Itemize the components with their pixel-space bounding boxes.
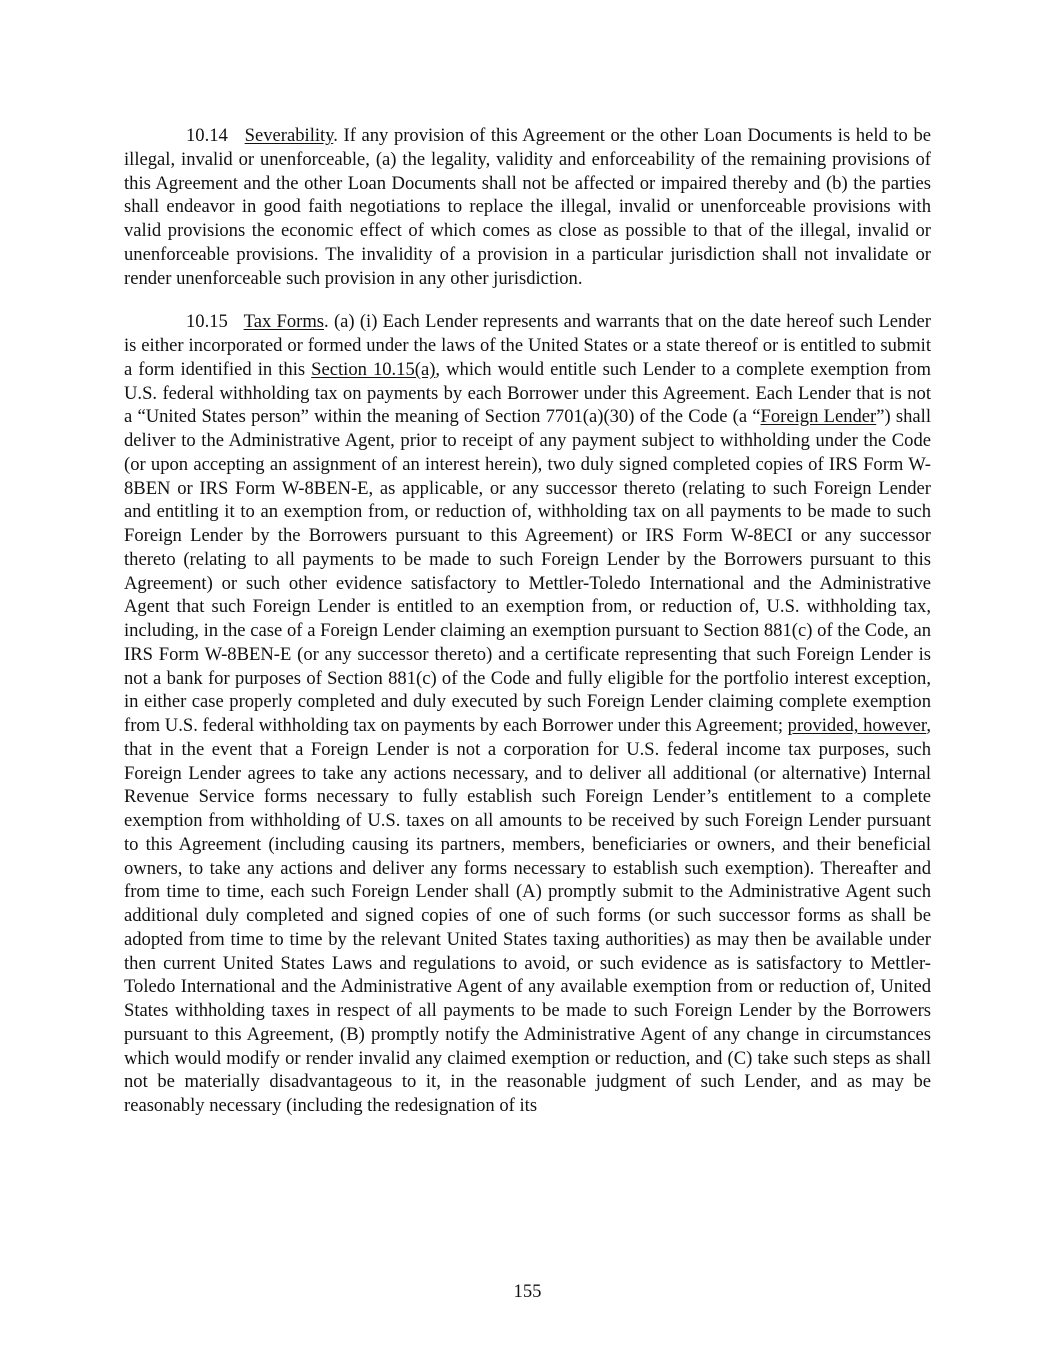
section-text: , which would entitle such Lender to a complete exemption from U.S. federal withholding tax on payments by each Borrower under this Agreement. Each Lender that is not a “United States person” within the meaning of Section 7701(a)(30) of the Code (a “ xyxy=(124,358,931,428)
page-number: 155 xyxy=(513,1281,542,1302)
section-text: . (a) (i) Each Lender represents and warrants that on the date hereof such Lender is either incorporated or formed under the laws of the United States or a state thereof or is entitled to submit a form identified in this xyxy=(124,311,931,380)
section-severability xyxy=(124,124,931,290)
section-number: 10.15 xyxy=(186,311,228,333)
document-body xyxy=(124,124,931,1138)
section-heading: Severability xyxy=(244,125,334,146)
section-number: 10.14 xyxy=(186,125,228,146)
proviso: provided, however xyxy=(787,715,927,736)
section-heading: Tax Forms xyxy=(243,311,325,333)
section-text: ”) shall deliver to the Administrative Agent, prior to receipt of any payment subject to withholding under the Code (or upon accepting an assignment of an interest herein), two duly signed completed copies of IRS Form W-8BEN or IRS Form W-8BEN-E, as applicable, or any successor thereto (relating to such Foreign Lender and entitling it to an exemption from, or reduction of, withholding tax on all payments to be made to such Foreign Lender by the Borrowers pursuant to this Agreement) or IRS Form W-8ECI or any successor thereto (relating to all payments to be made to such Foreign Lender by the Borrowers pursuant to this Agreement) or such other evidence satisfactory to Mettler-Toledo International and the Administrative Agent that such Foreign Lender is entitled to an exemption from, or reduction of, U.S. withholding tax, including, in the case of a Foreign Lender claiming an exemption pursuant to Section 881(c) of the Code, an IRS Form W-8BEN-E (or any successor thereto) and a certificate representing that such Foreign Lender is not a bank for purposes of Section 881(c) of the Code and fully eligible for the portfolio interest exception, in either case properly completed and duly executed by such Foreign Lender claiming complete exemption from U.S. federal withholding tax on payments by each Borrower under this Agreement; xyxy=(124,406,931,736)
cross-reference: Section 10.15(a) xyxy=(311,358,436,380)
section-tax-forms xyxy=(124,310,931,1118)
section-text: , that in the event that a Foreign Lender is not a corporation for U.S. federal income tax purposes, such Foreign Lender agrees to take any actions necessary, and to deliver all additional (or alternative) Internal Revenue Service forms necessary to fully establish such Foreign Lender’s entitlement to a complete exemption from withholding of U.S. taxes on all amounts to be received by such Foreign Lender pursuant to this Agreement (including causing its partners, members, beneficiaries or owners, and their beneficial owners, to take any actions and deliver any forms necessary to establish such exemption). Thereafter and from time to time, each such Foreign Lender shall (A) promptly submit to the Administrative Agent such additional duly completed and signed copies of one of such forms (or such successor forms as shall be adopted from time to time by the relevant United States taxing authorities) as may then be available under then current United States Laws and regulations to avoid, or such evidence as is satisfactory to Mettler-Toledo International and the Administrative Agent of any available exemption from or reduction of, United States withholding taxes in respect of all payments to be made to such Foreign Lender by the Borrowers pursuant to this Agreement, (B) promptly notify the Administrative Agent of any change in circumstances which would modify or render invalid any claimed exemption or reduction, and (C) take such steps as shall not be materially disadvantageous to it, in the reasonable judgment of such Lender, and as may be reasonably necessary (including the redesignation of its xyxy=(124,715,932,1116)
section-text: . If any provision of this Agreement or the other Loan Documents is held to be illegal, invalid or unenforceable, (a) the legality, validity and enforceability of the remaining provisions of this Agreement and the other Loan Documents shall not be affected or impaired thereby and (b) the parties shall endeavor in good faith negotiations to replace the illegal, invalid or unenforceable provisions with valid provisions the economic effect of which comes as close as possible to that of the illegal, invalid or unenforceable provisions. The invalidity of a provision in a particular jurisdiction shall not invalidate or render unenforceable such provision in any other jurisdiction. xyxy=(124,125,931,289)
defined-term: Foreign Lender xyxy=(760,406,877,428)
